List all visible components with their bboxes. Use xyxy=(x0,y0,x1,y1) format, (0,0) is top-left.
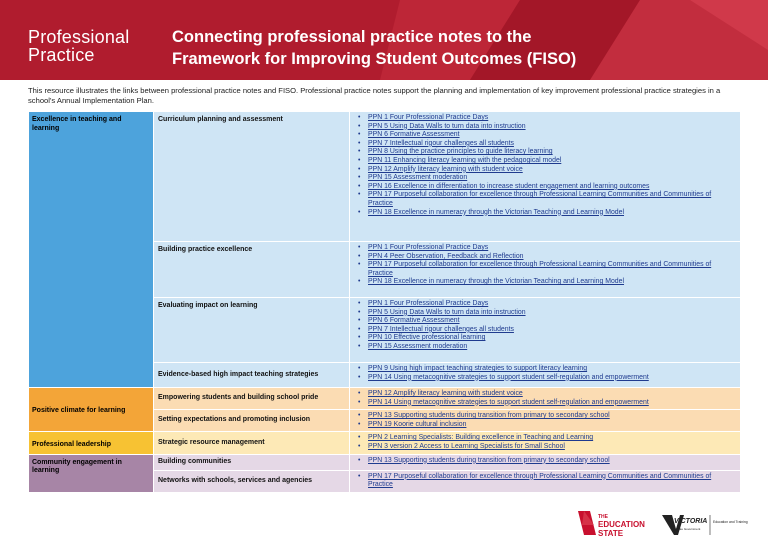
table-row xyxy=(29,388,741,410)
vic-logo-dept: Education and Training xyxy=(713,520,748,524)
priority-climate: Positive climate for learning xyxy=(29,388,154,432)
edu-logo-the: THE xyxy=(598,514,608,520)
ppn-list xyxy=(354,365,736,382)
ppn-link[interactable]: • PPN 4 Peer Observation, Feedback and Reflection xyxy=(368,253,736,262)
ppn-link[interactable]: • PPN 13 Supporting students during transition from primary to secondary school xyxy=(368,412,736,421)
links-expectations xyxy=(350,410,741,432)
links-networks xyxy=(350,470,741,492)
education-state-logo xyxy=(578,509,654,539)
ppn-link[interactable]: • PPN 5 Using Data Walls to turn data into instruction xyxy=(368,123,736,132)
dimension-expectations: Setting expectations and promoting inclusion xyxy=(154,410,350,432)
links-curriculum xyxy=(350,112,741,242)
ppn-link[interactable]: • PPN 7 Intellectual rigour challenges all students xyxy=(368,140,736,149)
ppn-link[interactable]: • PPN 7 Intellectual rigour challenges all students xyxy=(368,326,736,335)
ppn-link[interactable]: • PPN 17 Purposeful collaboration for excellence through Professional Learning Communities and Communities of Practice xyxy=(368,473,736,490)
priority-excellence: Excellence in teaching and learning xyxy=(29,112,154,388)
dimension-evaluating: Evaluating impact on learning xyxy=(154,298,350,363)
brand-line2: Practice xyxy=(28,45,95,65)
ppn-list xyxy=(354,114,736,217)
table-row xyxy=(29,112,741,242)
ppn-link[interactable]: • PPN 15 Assessment moderation xyxy=(368,343,736,352)
ppn-link[interactable]: • PPN 10 Effective professional learning xyxy=(368,334,736,343)
vic-logo-sub: State Government xyxy=(676,527,701,531)
ppn-link[interactable]: • PPN 14 Using metacognitive strategies to support student self-regulation and empowerment xyxy=(368,374,736,383)
ppn-link[interactable]: • PPN 1 Four Professional Practice Days xyxy=(368,114,736,123)
table-row xyxy=(29,432,741,454)
header-banner xyxy=(0,0,768,80)
ppn-link[interactable]: • PPN 13 Supporting students during transition from primary to secondary school xyxy=(368,457,736,466)
ppn-link[interactable]: • PPN 8 Using the practice principles to guide literacy learning xyxy=(368,148,736,157)
dimension-empowering: Empowering students and building school pride xyxy=(154,388,350,410)
brand-logo xyxy=(28,28,129,64)
table-row xyxy=(29,454,741,470)
ppn-link[interactable]: • PPN 1 Four Professional Practice Days xyxy=(368,244,736,253)
edu-logo-education: EDUCATION xyxy=(598,520,645,529)
links-evidence xyxy=(350,363,741,388)
ppn-link[interactable]: • PPN 3 version 2 Access to Learning Specialists for Small School xyxy=(368,443,736,452)
ppn-link[interactable]: • PPN 6 Formative Assessment xyxy=(368,317,736,326)
intro-text: This resource illustrates the links between professional practice notes and FISO. Professional practice notes support the planning and implementation of key improvement professional practice strategies in a school's Annual Implementation Plan. xyxy=(28,86,721,105)
dimension-evidence: Evidence-based high impact teaching strategies xyxy=(154,363,350,388)
ppn-link[interactable]: • PPN 18 Excellence in numeracy through the Victorian Teaching and Learning Model xyxy=(368,209,736,218)
links-strategic xyxy=(350,432,741,454)
ppn-link[interactable]: • PPN 17 Purposeful collaboration for excellence through Professional Learning Communities and Communities of Practice xyxy=(368,261,736,278)
ppn-link[interactable]: • PPN 12 Amplify literacy learning with student voice xyxy=(368,390,736,399)
ppn-link[interactable]: • PPN 1 Four Professional Practice Days xyxy=(368,300,736,309)
vic-logo-text: VICTORIA xyxy=(674,518,708,525)
ppn-link[interactable]: • PPN 15 Assessment moderation xyxy=(368,174,736,183)
ppn-list xyxy=(354,390,736,407)
priority-community: Community engagement in learning xyxy=(29,454,154,492)
edu-logo-state: STATE xyxy=(598,529,624,538)
title-line1: Connecting professional practice notes to the xyxy=(172,28,532,46)
ppn-link[interactable]: • PPN 18 Excellence in numeracy through the Victorian Teaching and Learning Model xyxy=(368,278,736,287)
ppn-link[interactable]: • PPN 9 Using high impact teaching strategies to support literacy learning xyxy=(368,365,736,374)
dimension-building: Building practice excellence xyxy=(154,242,350,298)
links-building xyxy=(350,242,741,298)
ppn-link[interactable]: • PPN 17 Purposeful collaboration for excellence through Professional Learning Communities and Communities of Practice xyxy=(368,191,736,208)
ppn-link[interactable]: • PPN 14 Using metacognitive strategies to support student self-regulation and empowerment xyxy=(368,399,736,408)
ppn-link[interactable]: • PPN 11 Enhancing literacy learning with the pedagogical model xyxy=(368,157,736,166)
dimension-networks: Networks with schools, services and agencies xyxy=(154,470,350,492)
ppn-link[interactable]: • PPN 16 Excellence in differentiation to increase student engagement and learning outcomes xyxy=(368,183,736,192)
ppn-link[interactable]: • PPN 6 Formative Assessment xyxy=(368,131,736,140)
ppn-link[interactable]: • PPN 2 Learning Specialists: Building excellence in Teaching and Learning xyxy=(368,434,736,443)
brand-line1: Professional xyxy=(28,27,130,47)
page-title xyxy=(172,26,692,70)
links-building-communities xyxy=(350,454,741,470)
dimension-building-communities: Building communities xyxy=(154,454,350,470)
victoria-government-logo xyxy=(662,509,748,539)
ppn-list xyxy=(354,244,736,287)
title-line2: Framework for Improving Student Outcomes (FISO) xyxy=(172,50,577,68)
dimension-curriculum: Curriculum planning and assessment xyxy=(154,112,350,242)
fiso-table xyxy=(28,111,741,493)
links-empowering xyxy=(350,388,741,410)
ppn-list xyxy=(354,300,736,352)
ppn-list xyxy=(354,434,736,451)
ppn-list xyxy=(354,457,736,466)
dimension-strategic: Strategic resource management xyxy=(154,432,350,454)
ppn-list xyxy=(354,473,736,490)
links-evaluating xyxy=(350,298,741,363)
ppn-list xyxy=(354,412,736,429)
ppn-link[interactable]: • PPN 12 Amplify literacy learning with student voice xyxy=(368,166,736,175)
priority-leadership: Professional leadership xyxy=(29,432,154,454)
ppn-link[interactable]: • PPN 19 Koorie cultural inclusion xyxy=(368,421,736,430)
ppn-link[interactable]: • PPN 5 Using Data Walls to turn data into instruction xyxy=(368,309,736,318)
